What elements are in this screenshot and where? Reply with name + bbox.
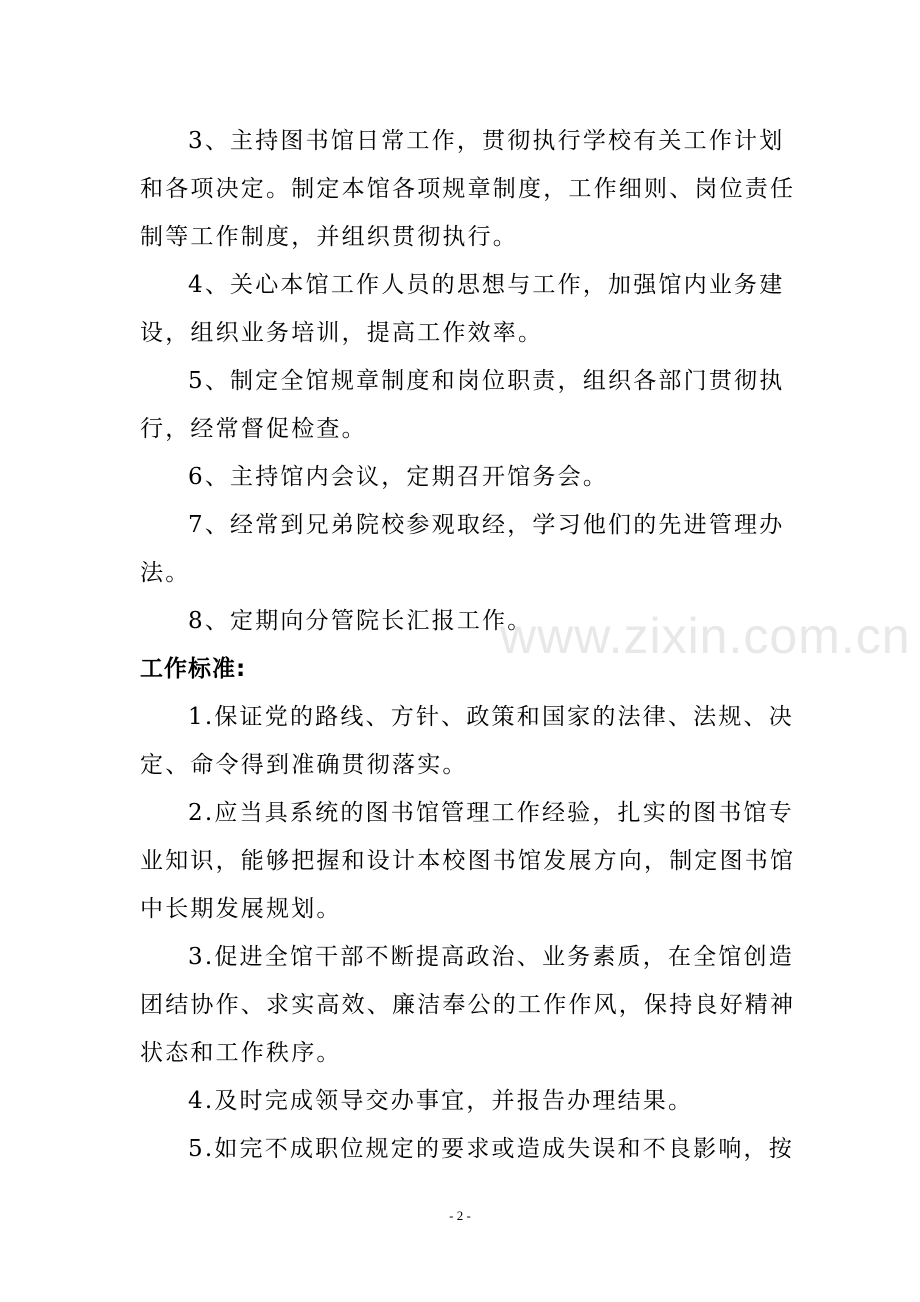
paragraph-4-line-2: 设，组织业务培训，提高工作效率。: [140, 320, 544, 346]
standard-3-line-2: 团结协作、求实高效、廉洁奉公的工作作风，保持良好精神: [140, 992, 796, 1018]
paragraph-3-line-1: 3、主持图书馆日常工作，贯彻执行学校有关工作计划: [188, 128, 785, 154]
paragraph-6-line-1: 6、主持馆内会议，定期召开馆务会。: [188, 464, 609, 490]
standard-2-line-3: 中长期发展规划。: [140, 896, 342, 922]
paragraph-5-line-2: 行，经常督促检查。: [140, 416, 367, 442]
paragraph-7-line-1: 7、经常到兄弟院校参观取经，学习他们的先进管理办: [188, 512, 785, 538]
section-heading: 工作标准:: [140, 656, 247, 682]
standard-4-line-1: 4.及时完成领导交办事宜，并报告办理结果。: [188, 1088, 694, 1114]
standard-2-line-1: 2.应当具系统的图书馆管理工作经验，扎实的图书馆专: [188, 800, 794, 826]
standard-1-line-2: 定、命令得到准确贯彻落实。: [140, 752, 468, 778]
paragraph-5-line-1: 5、制定全馆规章制度和岗位职责，组织各部门贯彻执: [188, 368, 785, 394]
standard-5-line-1: 5.如完不成职位规定的要求或造成失误和不良影响，按: [188, 1136, 794, 1162]
watermark-text: www.zixin.com.cn: [500, 608, 911, 664]
standard-2-line-2: 业知识，能够把握和设计本校图书馆发展方向，制定图书馆: [140, 848, 796, 874]
paragraph-4-line-1: 4、关心本馆工作人员的思想与工作，加强馆内业务建: [188, 272, 785, 298]
standard-3-line-3: 状态和工作秩序。: [140, 1040, 342, 1066]
paragraph-3-line-3: 制等工作制度，并组织贯彻执行。: [140, 224, 518, 250]
page-number: - 2 -: [449, 1208, 471, 1223]
paragraph-3-line-2: 和各项决定。制定本馆各项规章制度，工作细则、岗位责任: [140, 176, 796, 202]
standard-3-line-1: 3.促进全馆干部不断提高政治、业务素质，在全馆创造: [188, 944, 794, 970]
paragraph-8-line-1: 8、定期向分管院长汇报工作。: [188, 608, 533, 634]
standard-1-line-1: 1.保证党的路线、方针、政策和国家的法律、法规、决: [188, 704, 794, 730]
paragraph-7-line-2: 法。: [140, 560, 191, 586]
